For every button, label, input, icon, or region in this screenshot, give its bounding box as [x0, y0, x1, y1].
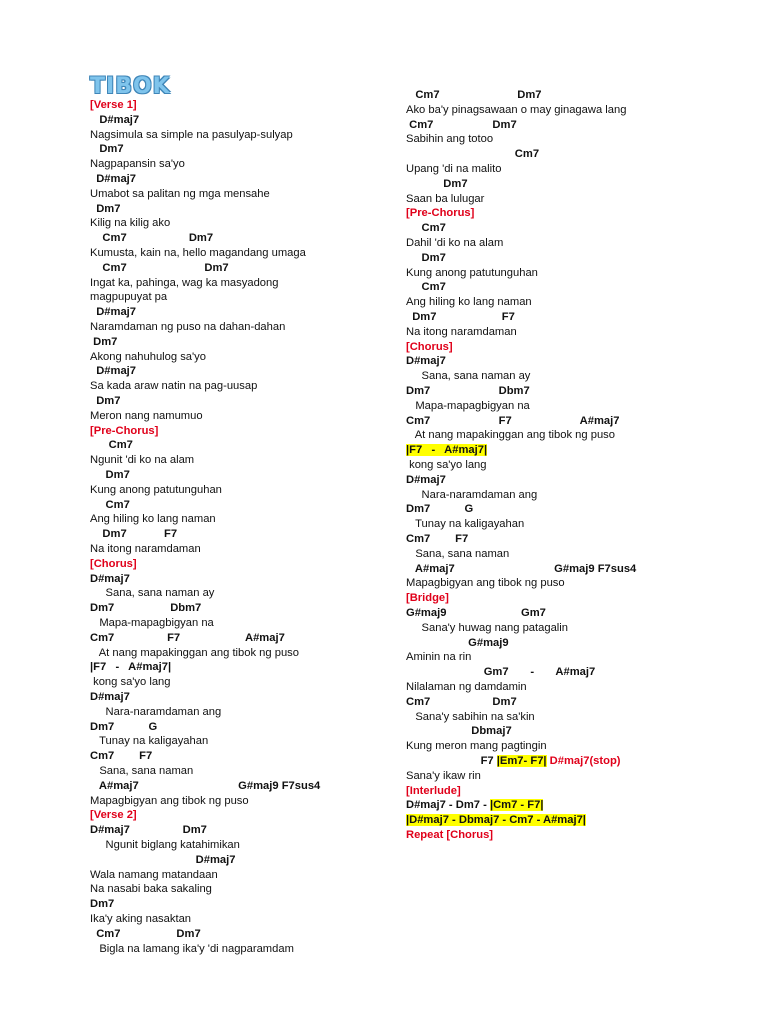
chord-line-text: Dm7 G	[90, 720, 158, 733]
section-label	[406, 784, 461, 798]
chord-line	[90, 720, 157, 734]
lyric-line	[406, 369, 530, 383]
lyric-line-text: Kung anong patutunguhan	[406, 266, 538, 279]
section-label-text: [Bridge]	[406, 592, 449, 605]
highlighted-chord-line	[406, 813, 586, 827]
section-label	[90, 808, 137, 822]
lyric-line	[90, 350, 206, 364]
chord-line	[406, 473, 446, 487]
lyric-line-text: Sana, sana naman ay	[406, 370, 531, 383]
section-label	[406, 206, 474, 220]
chord-line	[90, 631, 285, 645]
lyric-line-text: Ika'y aking nasaktan	[90, 913, 192, 925]
chord-line	[406, 354, 446, 368]
chord-line	[406, 754, 621, 768]
chord-line-text: Dm7 G	[406, 503, 474, 516]
lyric-line	[90, 512, 216, 526]
lyric-line-text: Na itong naramdaman	[90, 543, 201, 555]
lyric-line-text: Sana'y ikaw rin	[406, 769, 481, 782]
highlighted-chords: |Em7- F7|	[496, 755, 547, 767]
chord-line-text: Cm7	[90, 498, 130, 511]
lyric-line	[90, 882, 212, 896]
section-label	[90, 557, 137, 571]
highlighted-chord-line	[406, 443, 487, 457]
lyric-line	[406, 458, 487, 472]
chord-line-text: Cm7 F7 A#maj7	[406, 414, 620, 427]
chord-line-text: Dm7	[90, 395, 121, 407]
section-label-text: [Pre-Chorus]	[90, 424, 159, 437]
lyric-line-text: Sabihin ang totoo	[406, 133, 494, 146]
chord-line	[90, 823, 207, 837]
chord-line	[90, 142, 124, 156]
chord-line	[90, 468, 130, 482]
chord-line-text: Dm7	[90, 143, 124, 156]
lyric-line-text: Tunay na kaligayahan	[90, 735, 209, 748]
chord-line	[90, 231, 213, 245]
lyric-line-text: Sana, sana naman ay	[90, 587, 215, 600]
lyric-line	[90, 764, 193, 778]
section-label-text: [Chorus]	[90, 557, 137, 570]
chord-line-text: Cm7 Dm7	[406, 118, 517, 131]
lyric-line-text: Sana'y huwag nang patagalin	[406, 621, 568, 634]
lyric-line-text: At nang mapakinggan ang tibok ng puso	[406, 429, 615, 442]
lyric-line-text: Mapagbigyan ang tibok ng puso	[406, 577, 565, 590]
chord-line-text: A#maj7 G#maj9 F7sus4	[406, 562, 637, 575]
lyric-line-text: Aminin na rin	[406, 651, 472, 664]
chord-line	[90, 202, 120, 216]
chord-line	[406, 695, 517, 709]
section-label	[90, 424, 158, 438]
highlighted-chord-line-text: |D#maj7 - Dbmaj7 - Cm7 - A#maj7|	[406, 814, 586, 827]
chord-line-text: D#maj7	[90, 306, 137, 319]
chord-line-text: D#maj7	[90, 173, 137, 185]
lyric-line	[90, 705, 221, 719]
chord-line	[406, 636, 509, 650]
lyric-line-text: Dahil 'di ko na alam	[406, 237, 504, 249]
chord-line-text: Dm7	[90, 469, 130, 481]
chord-line-text: Cm7 F7 A#maj7	[90, 631, 285, 644]
chord-line-text: Dm7 F7	[406, 311, 515, 323]
chord-line-text: Dm7	[90, 898, 115, 911]
lyric-line	[90, 794, 249, 808]
chord-line-text: Cm7 Dm7	[406, 89, 542, 101]
lyric-line-text: Ngunit 'di ko na alam	[90, 454, 195, 467]
lyric-line	[406, 710, 535, 724]
section-label	[406, 340, 453, 354]
lyric-line	[406, 739, 547, 753]
lyric-line	[406, 103, 626, 117]
chord-line-text: Dm7 F7	[90, 528, 178, 541]
chord-line-text: D#maj7	[90, 691, 130, 703]
lyric-line	[90, 157, 185, 171]
chord-line-text: D#maj7	[406, 473, 446, 486]
lyric-line-text: Sana, sana naman	[90, 765, 194, 777]
lyric-line	[90, 483, 222, 497]
chord-line-text: Dm7	[90, 202, 121, 215]
lyric-line-text: Mapagbigyan ang tibok ng puso	[90, 794, 249, 807]
chord-line	[90, 690, 130, 704]
section-label	[406, 828, 493, 842]
lyric-line	[406, 517, 524, 531]
highlighted-chord-line-text: |F7 - A#maj7|	[406, 444, 488, 457]
lyric-line-text: Mapa-mapagbigyan na	[406, 399, 530, 412]
lyric-line-text: Ang hiling ko lang naman	[406, 296, 532, 309]
chord-line-text: D#maj7	[90, 572, 130, 585]
chord-line	[406, 221, 446, 235]
lyric-line-text: Kung anong patutunguhan	[90, 483, 222, 496]
lyric-line	[90, 246, 306, 260]
chord-line	[406, 118, 517, 132]
chord-line-text: Dm7	[406, 177, 468, 190]
chord-line	[90, 927, 201, 941]
chord-line-text: G#maj9	[406, 636, 509, 649]
chord-line-text: Dm7	[90, 335, 118, 348]
lyric-line	[406, 132, 493, 146]
lyric-line-text: Kung meron mang pagtingin	[406, 740, 547, 753]
chord-line	[90, 853, 235, 867]
chord-line	[90, 527, 177, 541]
chord-line-text: Cm7	[406, 281, 446, 294]
section-label	[90, 98, 137, 112]
lyric-line	[90, 675, 171, 689]
lyric-line	[90, 128, 293, 142]
chord-line-text: Cm7 Dm7	[90, 261, 229, 274]
chord-line	[90, 438, 133, 452]
lyric-line	[406, 295, 532, 309]
lyric-line	[90, 290, 167, 304]
lyric-line	[90, 542, 201, 556]
chord-line-text: Cm7	[406, 148, 540, 161]
chord-line-text: D#maj7	[406, 355, 446, 368]
lyric-line	[406, 236, 503, 250]
lyric-line-text: Saan ba lulugar	[406, 192, 485, 205]
chord-line-text: Cm7 F7	[90, 750, 153, 763]
chord-line-text: A#maj7 G#maj9 F7sus4	[90, 779, 321, 792]
chord-line-text: Cm7 Dm7	[406, 695, 517, 708]
lyric-line	[406, 769, 481, 783]
chord-line	[90, 261, 229, 275]
lyric-line	[90, 453, 194, 467]
lyric-line	[406, 650, 471, 664]
lyric-line-text: Nagpapansin sa'yo	[90, 158, 185, 171]
lyric-line-text: Na nasabi baka sakaling	[90, 883, 212, 896]
lyric-line	[406, 192, 484, 206]
chord-line	[406, 147, 539, 161]
chord-text: D#maj7 - Dm7 -	[406, 799, 490, 812]
lyric-line-text: Umabot sa palitan ng mga mensahe	[90, 187, 270, 200]
chord-line	[90, 749, 152, 763]
lyric-line	[90, 216, 170, 230]
chord-line	[406, 251, 446, 265]
chord-line	[406, 562, 636, 576]
chord-line-text: Cm7	[90, 439, 133, 452]
chord-line	[90, 601, 201, 615]
chord-line	[406, 384, 530, 398]
chord-line	[90, 305, 136, 319]
lyric-line	[406, 428, 615, 442]
lyric-line-text: Nilalaman ng damdamin	[406, 681, 527, 693]
lyric-line-text: Ngunit biglang katahimikan	[90, 839, 240, 851]
lyric-line	[90, 320, 285, 334]
lyric-line	[406, 488, 537, 502]
chord-line	[90, 335, 117, 349]
lyric-line	[90, 942, 294, 956]
lyric-line	[90, 838, 240, 852]
chord-line	[406, 724, 512, 738]
chord-text: F7	[406, 755, 497, 767]
chord-line-text: Cm7 Dm7	[90, 232, 214, 245]
chord-line-text: D#maj7	[90, 365, 137, 378]
chord-line-text: Gm7 - A#maj7	[406, 666, 596, 679]
lyric-line-text: Sana'y sabihin na sa'kin	[406, 710, 535, 723]
chord-line-text: |F7 - A#maj7|	[90, 661, 172, 674]
chord-line	[90, 660, 171, 674]
chord-line-text: Cm7 Dm7	[90, 927, 201, 940]
lyric-line	[406, 162, 501, 176]
chord-line	[90, 897, 114, 911]
chord-line	[406, 665, 595, 679]
lyric-line-text: Sa kada araw natin na pag-uusap	[90, 380, 258, 393]
lyric-line	[90, 734, 208, 748]
lyric-line	[90, 646, 299, 660]
lyric-line-text: kong sa'yo lang	[406, 459, 487, 471]
lyric-line	[406, 680, 527, 694]
section-label-text: [Chorus]	[406, 340, 453, 353]
lyric-line	[406, 325, 517, 339]
chord-line-text: Dm7 Dbm7	[90, 602, 202, 615]
song-title: TIBOK	[90, 74, 171, 99]
lyric-line-text: Ingat ka, pahinga, wag ka masyadong	[90, 276, 279, 289]
lyric-line	[90, 616, 214, 630]
lyric-line-text: Mapa-mapagbigyan na	[90, 617, 214, 629]
section-label	[406, 591, 449, 605]
section-label-text: [Pre-Chorus]	[406, 207, 475, 220]
lyric-line	[406, 266, 538, 280]
lyric-line	[406, 576, 565, 590]
lyric-line	[90, 379, 257, 393]
lyric-line	[90, 276, 278, 290]
lyric-line-text: Nara-naramdaman ang	[406, 488, 538, 501]
lyric-line-text: Kumusta, kain na, hello magandang umaga	[90, 247, 306, 259]
chord-line-text: Cm7	[406, 222, 446, 235]
section-label-text: [Interlude]	[406, 784, 461, 797]
lyric-line-text: Nara-naramdaman ang	[90, 705, 222, 718]
lyric-line-text: kong sa'yo lang	[90, 676, 171, 689]
lyric-line-text: Sana, sana naman	[406, 547, 510, 560]
chord-line	[90, 572, 130, 586]
chord-line	[406, 280, 446, 294]
lyric-line	[90, 187, 270, 201]
lyric-line	[90, 409, 203, 423]
section-label-text: Repeat [Chorus]	[406, 829, 494, 841]
chord-line-text: D#maj7 Dm7	[90, 824, 207, 837]
lyric-line-text: At nang mapakinggan ang tibok ng puso	[90, 646, 299, 659]
lyric-line-text: Kilig na kilig ako	[90, 217, 171, 230]
chord-line	[90, 498, 130, 512]
lyric-line	[90, 868, 218, 882]
chord-line	[90, 172, 136, 186]
chord-line	[406, 88, 542, 102]
lyric-line-text: magpupuyat pa	[90, 291, 168, 304]
lyric-line-text: Ang hiling ko lang naman	[90, 513, 216, 526]
chord-line	[406, 414, 619, 428]
chord-line	[90, 779, 320, 793]
chord-line-text: G#maj9 Gm7	[406, 607, 546, 619]
lyric-line-text: Nagsimula sa simple na pasulyap-sulyap	[90, 128, 293, 141]
lyric-line-text: Wala namang matandaan	[90, 868, 218, 881]
chord-line	[406, 798, 543, 812]
section-label-text: [Verse 1]	[90, 99, 137, 111]
lyric-line	[406, 547, 509, 561]
stop-note: D#maj7(stop)	[546, 755, 621, 767]
lyric-line-text: Bigla na lamang ika'y 'di nagparamdam	[90, 942, 294, 955]
lyric-line-text: Meron nang namumuo	[90, 409, 203, 422]
chord-line	[406, 532, 468, 546]
chord-line-text: D#maj7	[90, 113, 140, 126]
chord-line-text: Dbmaj7	[406, 725, 512, 738]
chord-line	[406, 606, 546, 620]
lyric-line-text: Tunay na kaligayahan	[406, 518, 525, 531]
lyric-line	[406, 399, 530, 413]
chord-line	[90, 364, 136, 378]
chord-line-text: Dm7 Dbm7	[406, 385, 530, 397]
chord-line-text: Dm7	[406, 251, 446, 264]
lyric-line-text: Upang 'di na malito	[406, 163, 502, 175]
highlighted-chords: |Cm7 - F7|	[489, 799, 544, 812]
chord-line	[406, 310, 515, 324]
lyric-line	[90, 912, 191, 926]
chord-line-text: D#maj7	[90, 853, 236, 866]
chord-line	[90, 394, 120, 408]
section-label-text: [Verse 2]	[90, 809, 137, 822]
lyric-line-text: Akong nahuhulog sa'yo	[90, 350, 206, 363]
chord-line	[406, 502, 473, 516]
lyric-line-text: Naramdaman ng puso na dahan-dahan	[90, 321, 286, 333]
chord-line-text: Cm7 F7	[406, 533, 469, 545]
lyric-line	[406, 621, 568, 635]
chord-line	[90, 113, 139, 127]
lyric-line-text: Ako ba'y pinagsawaan o may ginagawa lang	[406, 103, 627, 116]
chord-line	[406, 177, 468, 191]
lyric-line-text: Na itong naramdaman	[406, 325, 517, 338]
lyric-line	[90, 586, 214, 600]
